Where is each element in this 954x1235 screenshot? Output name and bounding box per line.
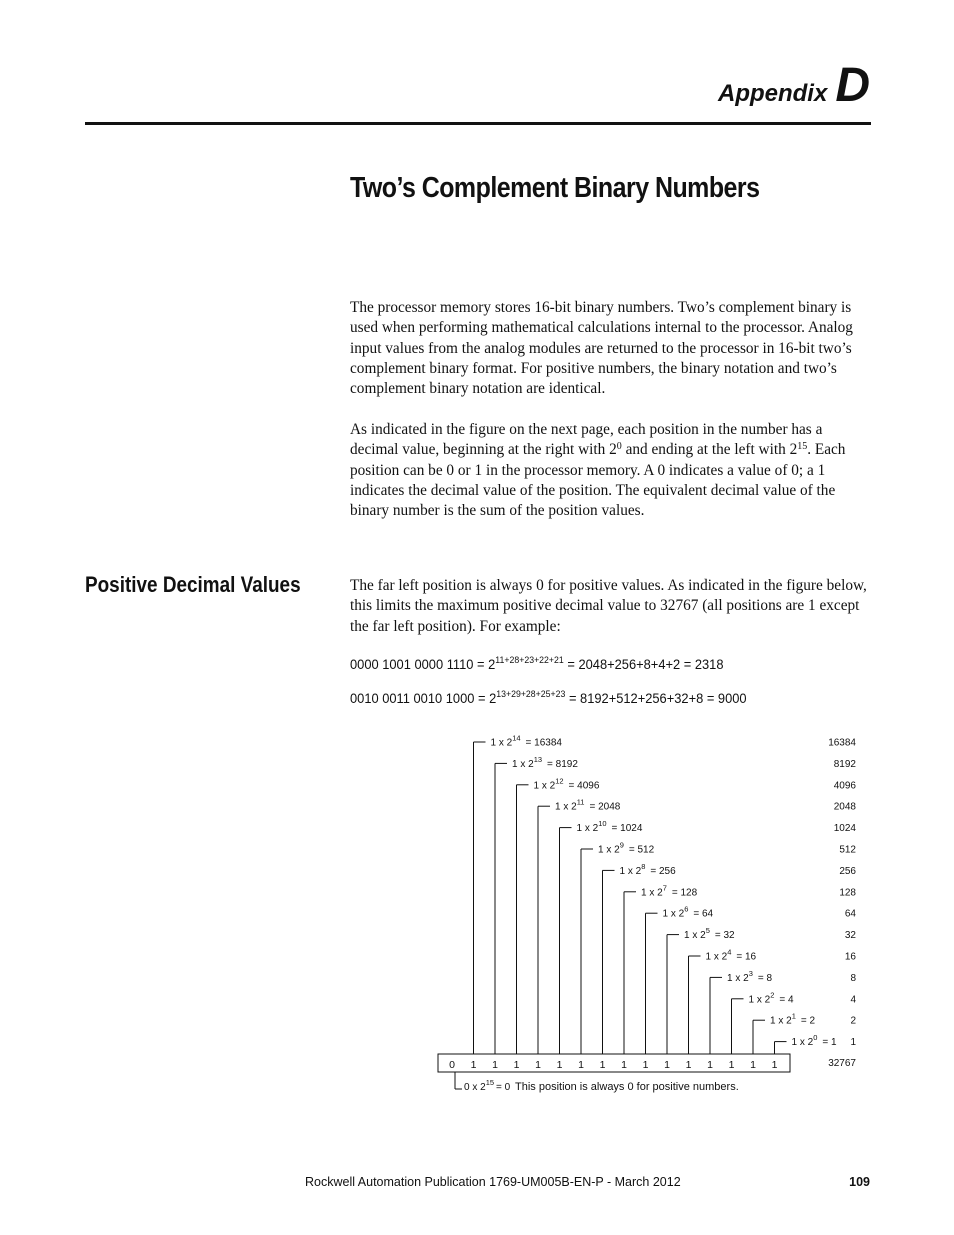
example-2-exp: 5 [545, 689, 551, 700]
msb-note: This position is always 0 for positive numbers. [515, 1081, 739, 1093]
bit-digit: 1 [535, 1059, 541, 1071]
example-2-exp: 9 [515, 689, 521, 700]
bit-digit: 1 [642, 1059, 649, 1071]
bit-digit: 1 [664, 1059, 670, 1071]
bit-weight-label: 1 x $2^9 = 512$ [598, 840, 655, 856]
bit-weight-label: 1 x $2^3 = 8$ [727, 968, 773, 984]
example-1-exp: +2 [548, 655, 559, 666]
position-value: 16 [844, 951, 856, 963]
position-value: 2048 [833, 801, 856, 813]
example-2-exp: +2 [535, 689, 546, 700]
bit-weight-label: 1 x $2^0 = 1$ [791, 1033, 837, 1049]
example-1-exp: 3 [529, 655, 535, 666]
example-1-exp: +2 [519, 655, 530, 666]
intro-p2-text-c: . Each position can be 0 or 1 in the processor memory. A 0 indicates a value of 0; a 1 indicates the decimal value of the position. The equivalent decimal value of the binary number is the sum of the position values. [350, 441, 846, 520]
position-value: 128 [839, 887, 856, 899]
bit-weight-label: 1 x $2^{11} = 2048$ [555, 797, 621, 813]
footer-page-number: 109 [849, 1175, 870, 1189]
example-1-exp: 2 [544, 655, 549, 666]
position-value: 32 [844, 930, 856, 942]
sum-total: 32767 [828, 1058, 856, 1069]
bit-weight-label: 1 x $2^1 = 2$ [770, 1011, 816, 1027]
footer-publication: Rockwell Automation Publication 1769-UM005B-EN-P - March 2012 [305, 1175, 681, 1189]
example-1-exp: +2 [534, 655, 545, 666]
appendix-letter: D [835, 59, 870, 112]
position-value: 256 [839, 865, 856, 877]
appendix-word: Appendix [717, 80, 828, 107]
page-title: Two’s Complement Binary Numbers [350, 172, 760, 204]
bit-digit: 1 [621, 1059, 627, 1071]
position-value: 64 [844, 908, 856, 920]
section-paragraph: The far left position is always 0 for positive values. As indicated in the figure below, this limits the maximum positive decimal value to 32767 (all positions are 1 except the far left position). For example: [350, 577, 867, 635]
example-2-exp: +2 [520, 689, 531, 700]
bit-digit: 1 [750, 1059, 756, 1071]
position-value: 16384 [828, 737, 856, 749]
position-value: 512 [839, 844, 856, 856]
bit-digit: 1 [728, 1059, 735, 1071]
example-1-exp: 1 [558, 655, 564, 666]
position-value: 1 [850, 1037, 856, 1049]
msb-weight-label: 0 x $2^{15} = 0$ [464, 1078, 511, 1093]
bit-weight-label: 1 x $2^8 = 256$ [619, 861, 676, 877]
bit-digit: 1 [599, 1059, 606, 1071]
bit-weight-label: 1 x $2^{12} = 4096$ [533, 776, 600, 792]
position-value: 8192 [833, 758, 856, 770]
example-1-exp: 8 [514, 655, 520, 666]
bit-digit: 0 [449, 1059, 455, 1071]
example-1-exp: 11 [495, 655, 505, 666]
intro-p2-sup-1: 0 [616, 441, 622, 453]
bit-digit: 1 [492, 1059, 498, 1071]
bit-digit: 1 [707, 1059, 713, 1071]
bit-weight-label: 1 x $2^6 = 64$ [662, 904, 714, 920]
bit-weight-label: 1 x $2^7 = 128$ [641, 883, 698, 899]
bit-digit: 1 [685, 1059, 692, 1071]
position-value: 8 [850, 972, 856, 984]
position-value: 1024 [833, 823, 856, 835]
position-value: 4 [850, 994, 856, 1006]
bit-digit: 1 [578, 1059, 584, 1071]
example-2-exp: 13 [496, 689, 506, 700]
intro-p2-sup-2: 15 [797, 441, 808, 453]
bit-digit: 1 [771, 1059, 778, 1071]
example-2-exp: 8 [530, 689, 536, 700]
bit-weight-label: 1 x $2^2 = 4$ [748, 990, 794, 1006]
bit-weight-label: 1 x $2^{10} = 1024$ [576, 819, 643, 835]
example-2-exp: 3 [560, 689, 566, 700]
bit-weight-label: 1 x $2^{13} = 8192$ [512, 754, 578, 770]
example-1-exp: +2 [504, 655, 515, 666]
bit-weight-label: 1 x $2^{14} = 16384$ [490, 733, 562, 749]
bit-digit: 1 [513, 1059, 520, 1071]
position-value: 2 [850, 1015, 856, 1027]
example-2-result: = 8192+512+256+32+8 = 9000 [565, 690, 747, 706]
example-1-result: = 2048+256+8+4+2 = 2318 [563, 656, 724, 672]
example-2-exp: +2 [550, 689, 561, 700]
bit-weight-label: 1 x $2^5 = 32$ [684, 926, 735, 942]
section-heading: Positive Decimal Values [85, 572, 301, 597]
bit-weight-label: 1 x $2^4 = 16$ [705, 947, 757, 963]
position-value: 4096 [833, 780, 856, 792]
bit-register-box [438, 1054, 790, 1072]
bit-digit: 1 [556, 1059, 563, 1071]
example-2-binary: 0010 0011 0010 1000 = 2 [350, 690, 497, 706]
intro-paragraph-1: The processor memory stores 16-bit binary numbers. Two’s complement binary is used when performing mathematical calculations internal to the processor. Analog input values from the analog modules are returned to the processor in 16-bit two’s complement binary format. For positive numbers, the binary notation and two’s complement binary notation are identical. [350, 299, 853, 398]
intro-p2-text-a: As indicated in the figure on the next page, each position in the number has a decimal value, beginning at the right with 2 [350, 421, 823, 459]
example-2-exp: +2 [505, 689, 516, 700]
example-1-binary: 0000 1001 0000 1110 = 2 [350, 656, 496, 672]
bit-digit: 1 [470, 1059, 477, 1071]
intro-p2-text-b: and ending at the left with 2 [621, 441, 798, 459]
